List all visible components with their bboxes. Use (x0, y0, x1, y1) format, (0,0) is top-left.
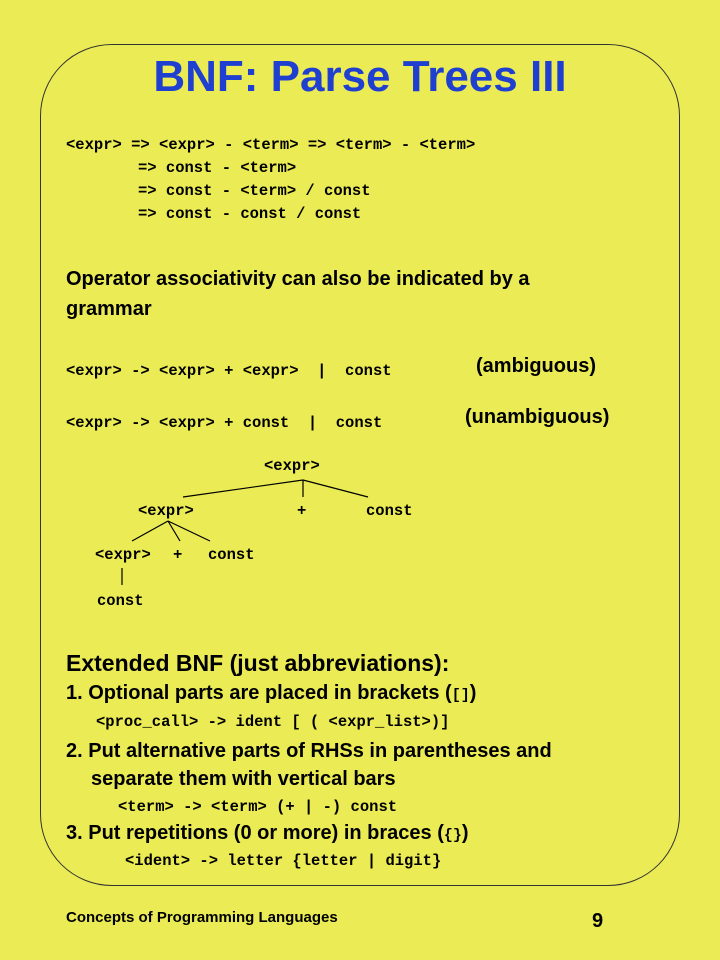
ebnf-item-3 (66, 822, 469, 845)
ebnf-heading: Extended BNF (just abbreviations): (66, 650, 450, 676)
derivation-line-3: => const - <term> / const (138, 182, 371, 200)
derivation-line-4: => const - const / const (138, 205, 362, 223)
ebnf-item-2-line-1: 2. Put alternative parts of RHSs in parentheses and (66, 740, 552, 762)
footer-course-title: Concepts of Programming Languages (66, 909, 338, 926)
ambiguous-rule: <expr> -> <expr> + <expr> | const (66, 362, 392, 380)
ebnf-item-1 (66, 682, 476, 705)
ebnf-item-1-text: 1. Optional parts are placed in brackets ( (66, 682, 452, 704)
tree-low-plus: + (173, 546, 183, 564)
ebnf-item-2-example: <term> -> <term> (+ | -) const (118, 798, 398, 816)
derivation-line-1: <expr> => <expr> - <term> => <term> - <term> (66, 136, 476, 154)
slide-title: BNF: Parse Trees III (153, 52, 567, 101)
tree-mid-const: const (366, 502, 413, 520)
derivation-line-2: => const - <term> (138, 159, 297, 177)
unambiguous-note: (unambiguous) (465, 406, 610, 428)
unambiguous-rule: <expr> -> <expr> + const | const (66, 414, 383, 432)
ebnf-item-1-example: <proc_call> -> ident [ ( <expr_list>)] (96, 713, 450, 731)
assoc-text-line-2: grammar (66, 298, 152, 320)
ebnf-item-1-symbol: [] (451, 687, 470, 704)
ebnf-item-1-close: ) (469, 682, 477, 704)
tree-low-const: const (208, 546, 255, 564)
ambiguous-note: (ambiguous) (476, 355, 596, 377)
ebnf-item-3-symbol: {} (443, 827, 462, 844)
tree-root: <expr> (264, 457, 320, 475)
tree-low-expr: <expr> (95, 546, 151, 564)
ebnf-item-2-line-2: separate them with vertical bars (91, 768, 396, 790)
footer-page-number: 9 (592, 910, 604, 932)
tree-mid-plus: + (297, 502, 307, 520)
tree-mid-expr: <expr> (138, 502, 194, 520)
ebnf-item-3-text: 3. Put repetitions (0 or more) in braces ( (66, 822, 444, 844)
ebnf-item-3-example: <ident> -> letter {letter | digit} (125, 852, 442, 870)
tree-leaf-const: const (97, 592, 144, 610)
assoc-text-line-1: Operator associativity can also be indicated by a (66, 268, 530, 290)
ebnf-item-3-close: ) (461, 822, 469, 844)
